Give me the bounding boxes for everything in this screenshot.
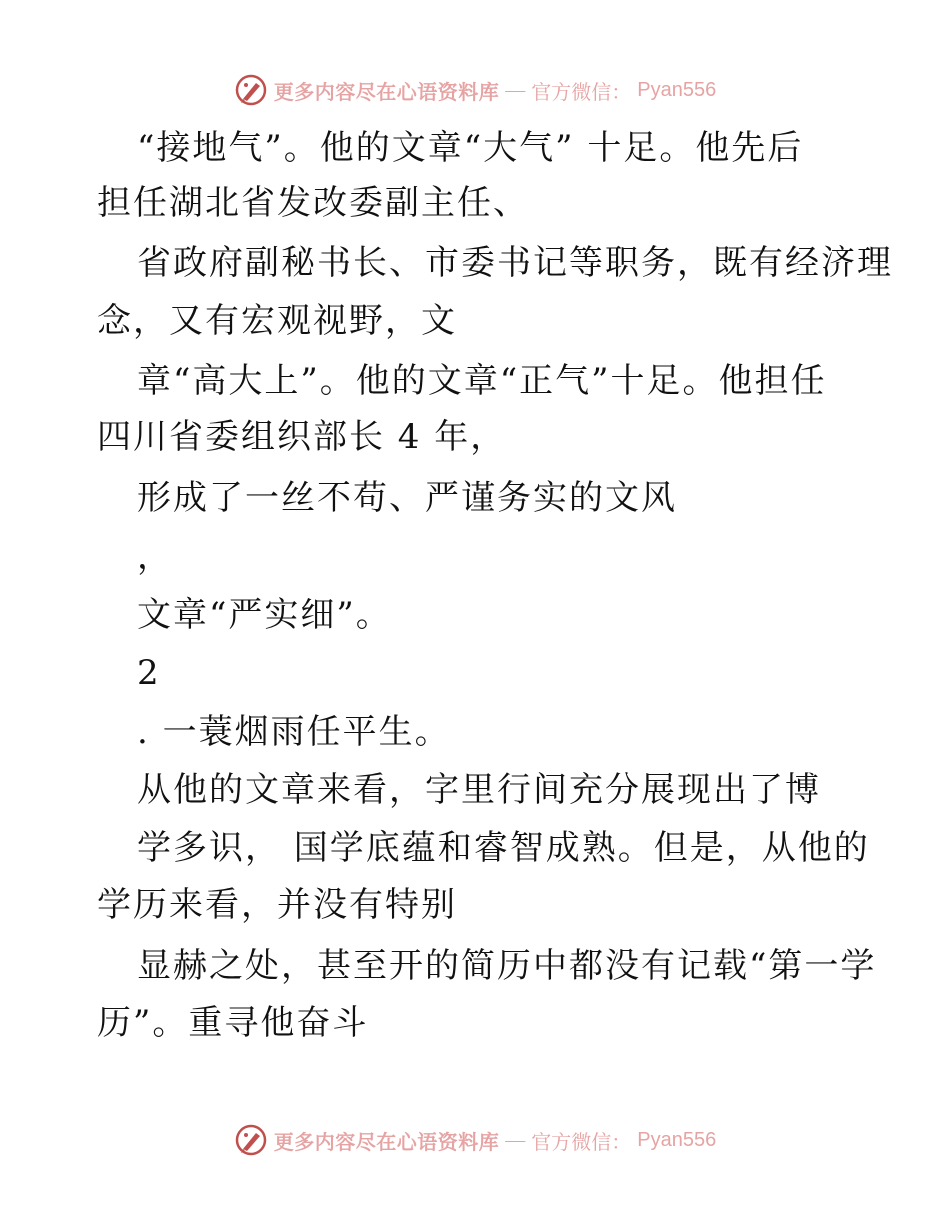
text-line: 文章“严实细”。 xyxy=(137,595,392,635)
pen-logo-icon xyxy=(234,1123,268,1157)
watermark-label: 官方微信： xyxy=(531,79,632,104)
text-line: 2 xyxy=(137,653,161,693)
text-line: 学多识， 国学底蕴和睿智成熟。但是，从他的 xyxy=(137,828,870,868)
text-line: 省政府副秘书长、市委书记等职务，既有经济理 xyxy=(137,243,893,283)
watermark-separator: — xyxy=(505,1128,526,1151)
watermark-brand-text: 更多内容尽在心语资料库 xyxy=(273,1129,500,1154)
pen-logo-icon xyxy=(234,73,268,107)
text-line: . 一蓑烟雨任平生。 xyxy=(137,712,451,752)
watermark-wechat-id: Pyan556 xyxy=(637,78,717,101)
header-watermark xyxy=(0,70,950,110)
watermark-separator: — xyxy=(505,78,526,101)
text-line: 章“高大上”。他的文章“正气”十足。他担任 xyxy=(137,361,827,401)
text-line: 历”。重寻他奋斗 xyxy=(97,1003,369,1043)
watermark-wechat-id: Pyan556 xyxy=(637,1128,717,1151)
text-line: 从他的文章来看，字里行间充分展现出了博 xyxy=(137,770,821,810)
text-line: “接地气”。他的文章“大气” 十足。他先后 xyxy=(137,128,804,168)
text-line: 四川省委组织部长 4 年， xyxy=(97,417,507,457)
watermark-label: 官方微信： xyxy=(531,1129,632,1154)
text-line: 学历来看，并没有特别 xyxy=(97,885,457,925)
text-line: 形成了一丝不苟、严谨务实的文风 xyxy=(137,478,677,518)
text-line: 念，又有宏观视野，文 xyxy=(97,301,457,341)
watermark-brand-text: 更多内容尽在心语资料库 xyxy=(273,79,500,104)
footer-watermark xyxy=(0,1120,950,1160)
text-line: 显赫之处，甚至开的简历中都没有记载“第一学 xyxy=(137,946,877,986)
text-line: 担任湖北省发改委副主任、 xyxy=(97,183,529,223)
text-line: ， xyxy=(137,537,173,577)
